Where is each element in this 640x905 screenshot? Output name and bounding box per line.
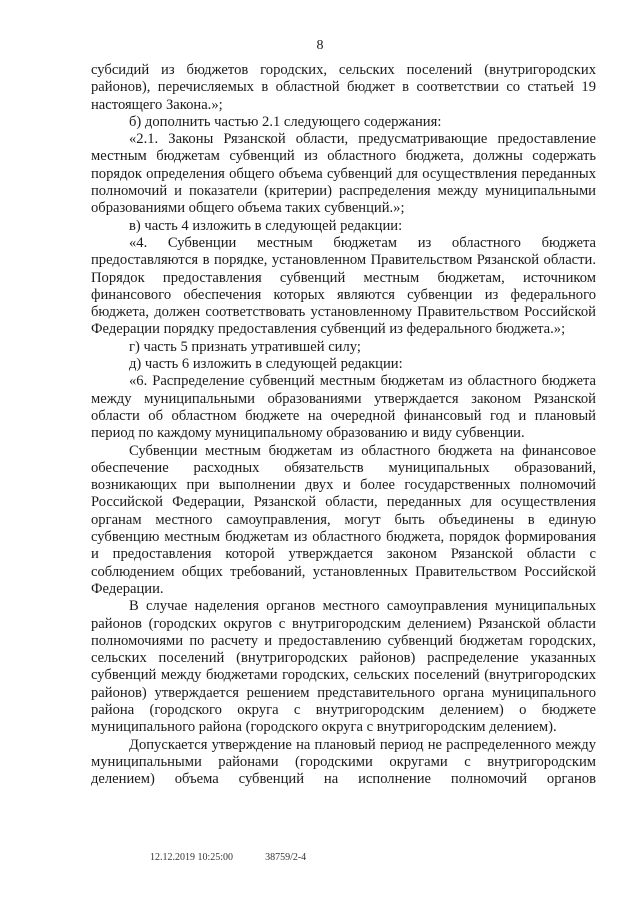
paragraph: в) часть 4 изложить в следующей редакции: [129, 217, 403, 234]
footer-stamp [150, 852, 338, 863]
paragraph: б) дополнить частью 2.1 следующего содержания: [129, 113, 442, 130]
paragraph: Допускается утверждение на плановый период не распределенного между муниципальными районами (городскими округами с внутригородским делением) объема субвенций на исполнение полномочий органов [91, 736, 596, 788]
footer-doc-id: 38759/2-4 [265, 852, 307, 863]
paragraph: субсидий из бюджетов городских, сельских поселений (внутригородских районов), перечисляемых в областной бюджет в соответствии со статьей 19 настоящего Закона.»; [91, 62, 596, 113]
paragraph: д) часть 6 изложить в следующей редакции: [129, 356, 403, 373]
footer-timestamp: 12.12.2019 10:25:00 [150, 852, 234, 863]
paragraph: Субвенции местным бюджетам из областного бюджета на финансовое обеспечение расходных обязательств муниципальных образований, возникающих при выполнении двух и более государственных полномочий Российской Федерации, Рязанской области, переданных для осуществления органам местного самоуправления, могут быть объединены в единую субвенцию местным бюджетам из областного бюджета, порядок формирования и предоставления которой утверждается законом Рязанской области с соблюдением общих требований, установленных Правительством Российской Федерации. [91, 442, 596, 597]
document-body [91, 62, 596, 788]
page-number: 8 [316, 38, 324, 53]
paragraph: г) часть 5 признать утратившей силу; [129, 338, 361, 355]
paragraph: «6. Распределение субвенций местным бюджетам из областного бюджета между муниципальными образованиями утверждается законом Рязанской области об областном бюджете на очередной финансовый год и плановый период по каждому муниципальному образованию и виду субвенции. [91, 373, 596, 442]
paragraph: В случае наделения органов местного самоуправления муниципальных районов (городских округов с внутригородским делением) Рязанской области полномочиями по расчету и предоставлению субвенций бюджетам городских, сельских поселений (внутригородских районов) распределение указанных субвенций между бюджетами городских, сельских поселений (внутригородских районов) утверждается решением представительного органа муниципального района (городского округа с внутригородским делением) о бюджете муниципального района (городского округа с внутригородским делением). [91, 598, 596, 736]
paragraph: «2.1. Законы Рязанской области, предусматривающие предоставление местным бюджетам субвенций из областного бюджета, должны содержать порядок определения общего объема субвенций для осуществления переданных полномочий и показатели (критерии) распределения между муниципальными образованиями общего объема таких субвенций.»; [91, 131, 596, 217]
paragraph: «4. Субвенции местным бюджетам из областного бюджета предоставляются в порядке, установленном Правительством Рязанской области. Порядок предоставления субвенций местным бюджетам, источником финансового обеспечения которых являются субвенции из федерального бюджета, должен соответствовать установленному Правительством Российской Федерации порядку предоставления субвенций из федерального бюджета.»; [91, 234, 596, 338]
